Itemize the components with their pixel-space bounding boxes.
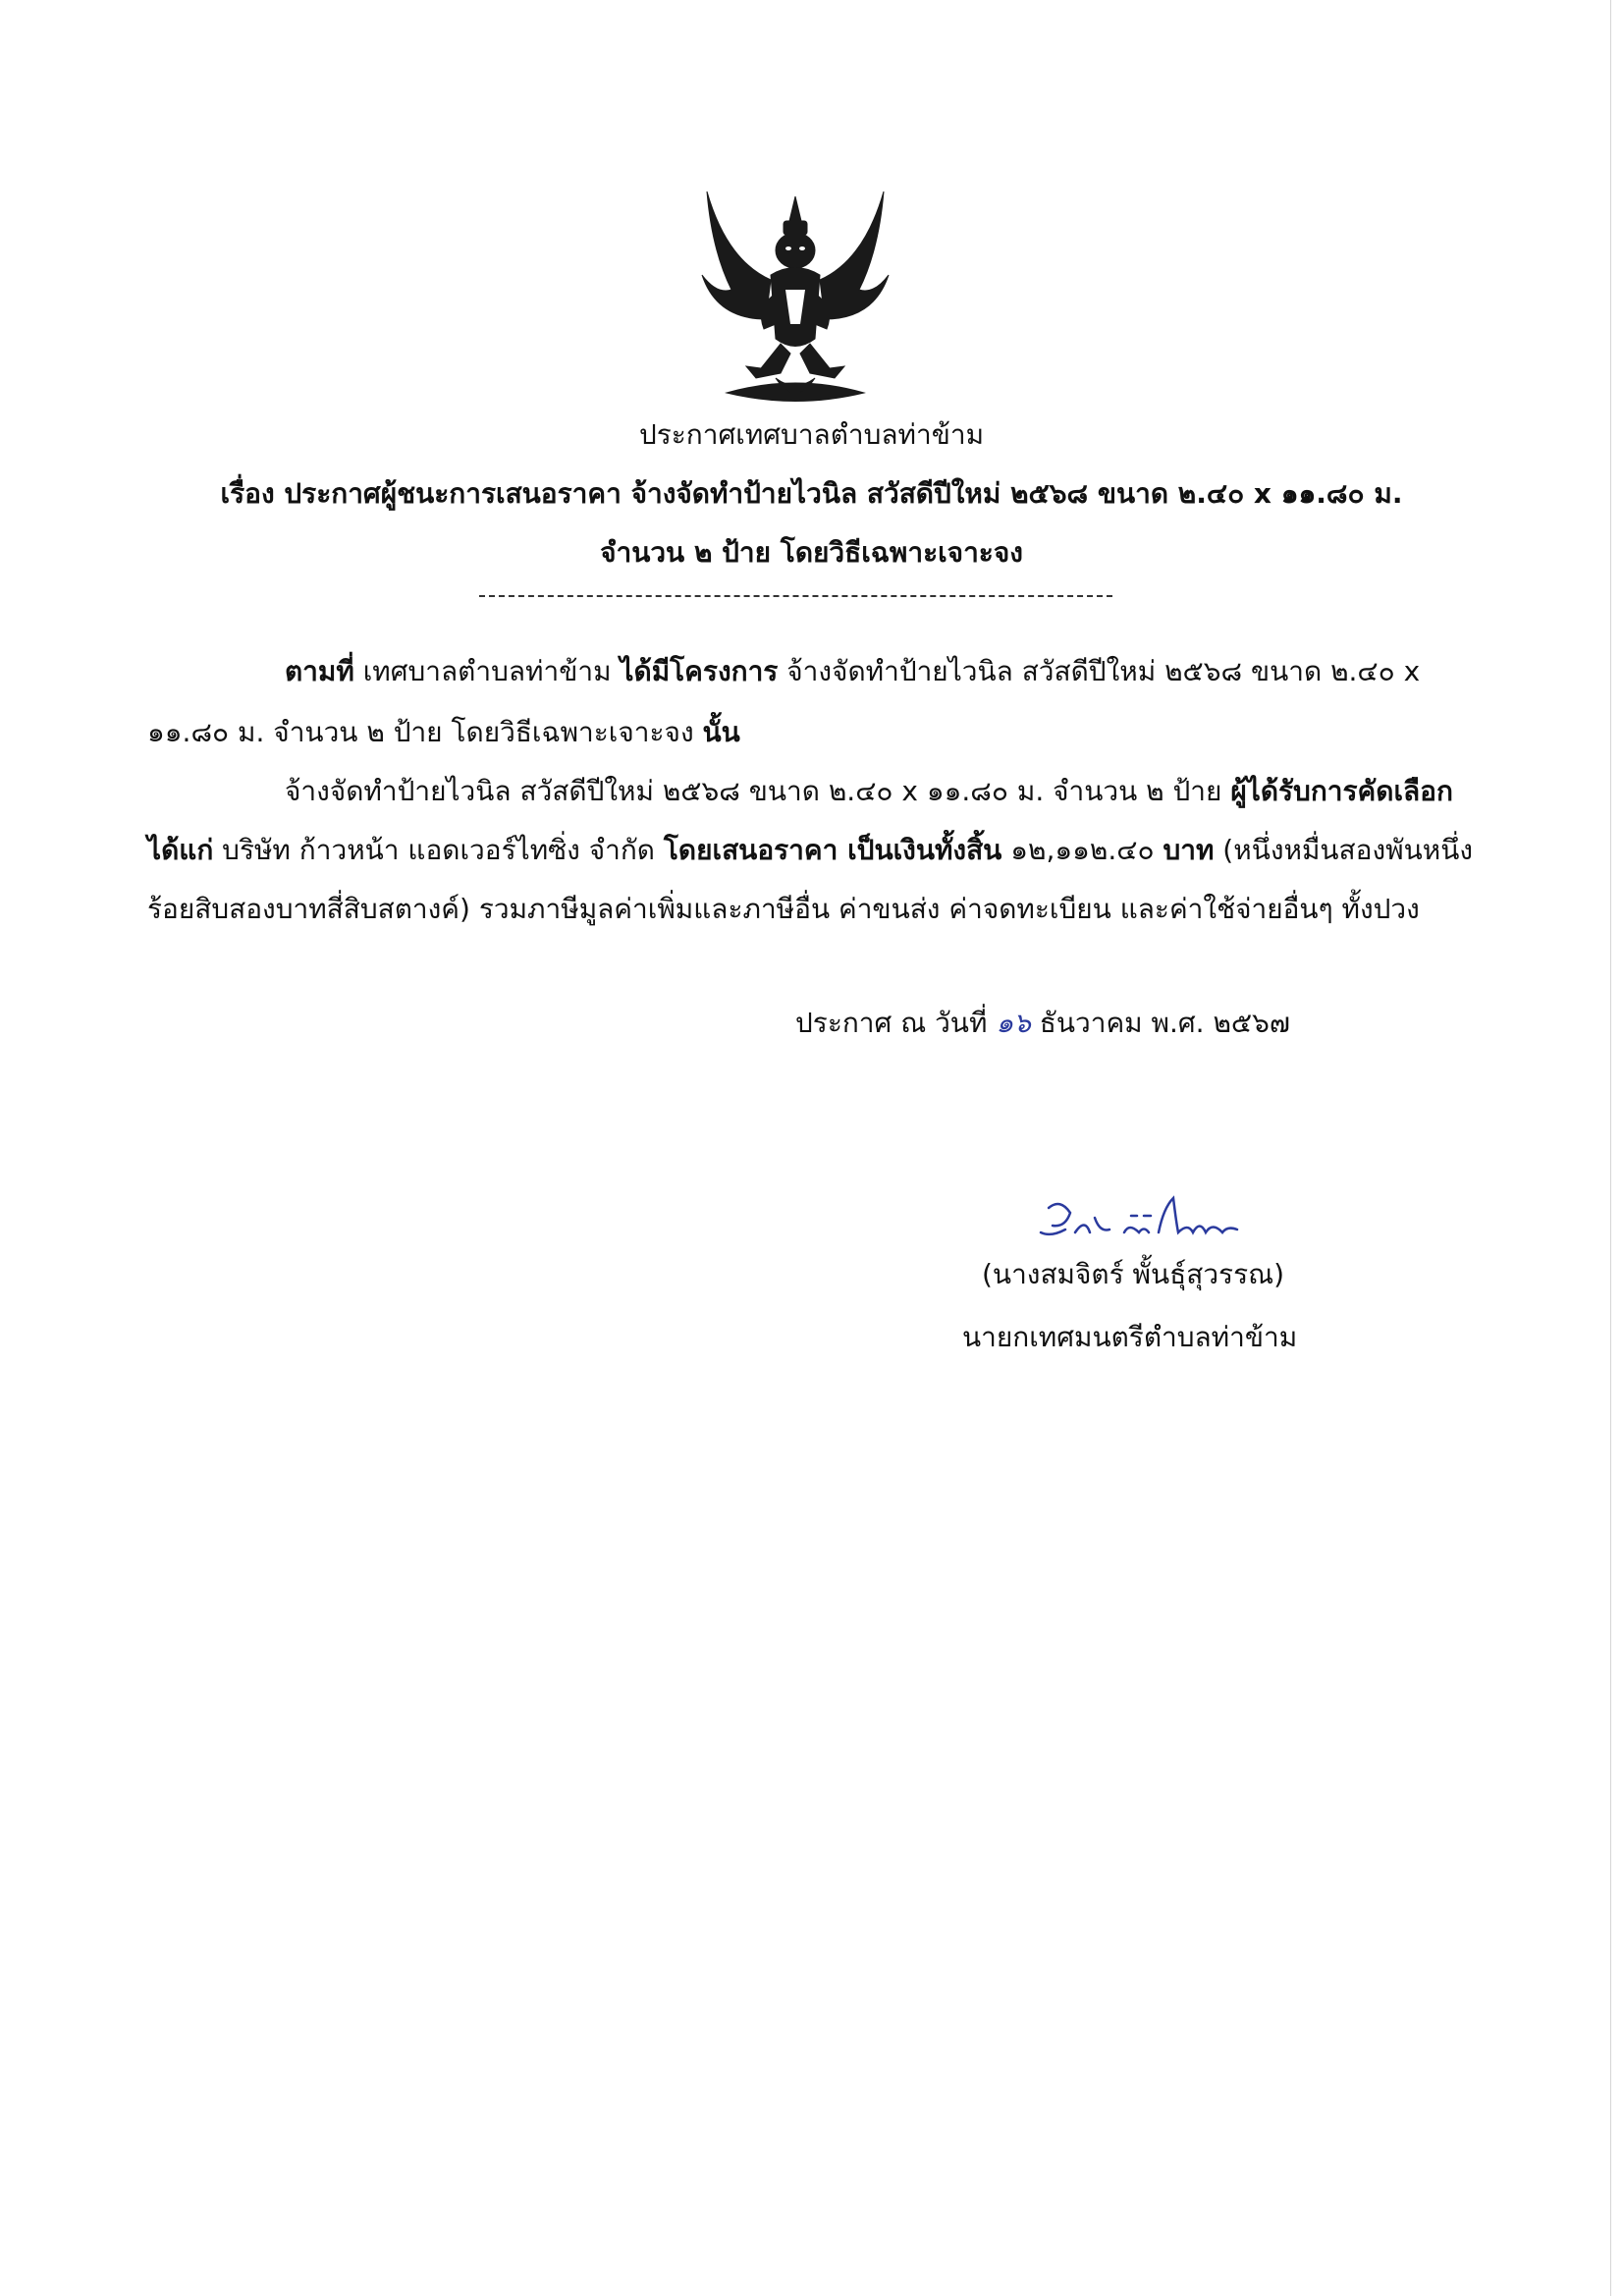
- subject-line-1: [0, 474, 1623, 514]
- p1-text-1: เทศบาลตำบลท่าข้าม: [353, 655, 621, 687]
- garuda-emblem-icon: [687, 182, 903, 417]
- p1-line2-bold: นั้น: [702, 716, 740, 748]
- divider: [479, 595, 1112, 597]
- handwritten-signature: [1031, 1178, 1247, 1257]
- paragraph-2-line-2: [147, 831, 1473, 870]
- announcement-title: ประกาศเทศบาลตำบลท่าข้าม: [638, 418, 985, 451]
- paragraph-2-line-3: ร้อยสิบสองบาทสี่สิบสตางค์) รวมภาษีมูลค่าเพิ่มและภาษีอื่น ค่าขนส่ง ค่าจดทะเบียน และค่าใช้จ่ายอื่นๆ ทั้งปวง: [147, 893, 1420, 925]
- scan-edge-line: [1610, 0, 1611, 2296]
- paragraph-1-line-1: [285, 652, 1420, 691]
- p2-bold-2: โดยเสนอราคา เป็นเงินทั้งสิ้น: [663, 834, 1002, 866]
- subject-label: เรื่อง: [220, 477, 275, 510]
- p2-text-3: (หนึ่งหมื่นสองพันหนึ่ง: [1214, 834, 1473, 866]
- p1-bold-1: ตามที่: [285, 655, 354, 687]
- p2-bold-1: ได้แก่: [147, 834, 214, 866]
- p2-line1-text: จ้างจัดทำป้ายไวนิล สวัสดีปีใหม่ ๒๕๖๘ ขนาด ๒.๔๐ x ๑๑.๘๐ ม. จำนวน ๒ ป้าย: [285, 775, 1231, 807]
- paragraph-1-line-2: [147, 713, 740, 752]
- p1-text-2: จ้างจัดทำป้ายไวนิล สวัสดีปีใหม่ ๒๕๖๘ ขนาด ๒.๔๐ x: [778, 655, 1421, 687]
- paragraph-2-line-1: [285, 772, 1453, 811]
- date-prefix: ประกาศ ณ วันที่: [795, 1007, 988, 1039]
- p2-bold-3: บาท: [1163, 834, 1215, 866]
- p2-text-1: บริษัท ก้าวหน้า แอดเวอร์ไทซิ่ง จำกัด: [213, 834, 664, 866]
- date-rest: ธันวาคม พ.ศ. ๒๕๖๗: [1039, 1007, 1290, 1039]
- p1-bold-2: ได้มีโครงการ: [620, 655, 779, 687]
- p2-text-2: ๑๒,๑๑๒.๔๐: [1001, 834, 1163, 866]
- subject-text-1: ประกาศผู้ชนะการเสนอราคา จ้างจัดทำป้ายไวนิล สวัสดีปีใหม่ ๒๕๖๘ ขนาด ๒.๔๐ x ๑๑.๘๐ ม.: [284, 477, 1403, 510]
- subject-line-2: จำนวน ๒ ป้าย โดยวิธีเฉพาะเจาะจง: [600, 536, 1023, 569]
- signer-name: (นางสมจิตร์ พั้นธุ์สุวรรณ): [982, 1258, 1285, 1290]
- date-day-handwritten: ๑๖: [996, 1007, 1031, 1039]
- p1-line2-text: ๑๑.๘๐ ม. จำนวน ๒ ป้าย โดยวิธีเฉพาะเจาะจง: [147, 716, 703, 748]
- p2-line1-bold: ผู้ได้รับการคัดเลือก: [1230, 775, 1453, 807]
- signer-position: นายกเทศมนตรีตำบลท่าข้าม: [962, 1321, 1298, 1353]
- announcement-date: [795, 1004, 1290, 1043]
